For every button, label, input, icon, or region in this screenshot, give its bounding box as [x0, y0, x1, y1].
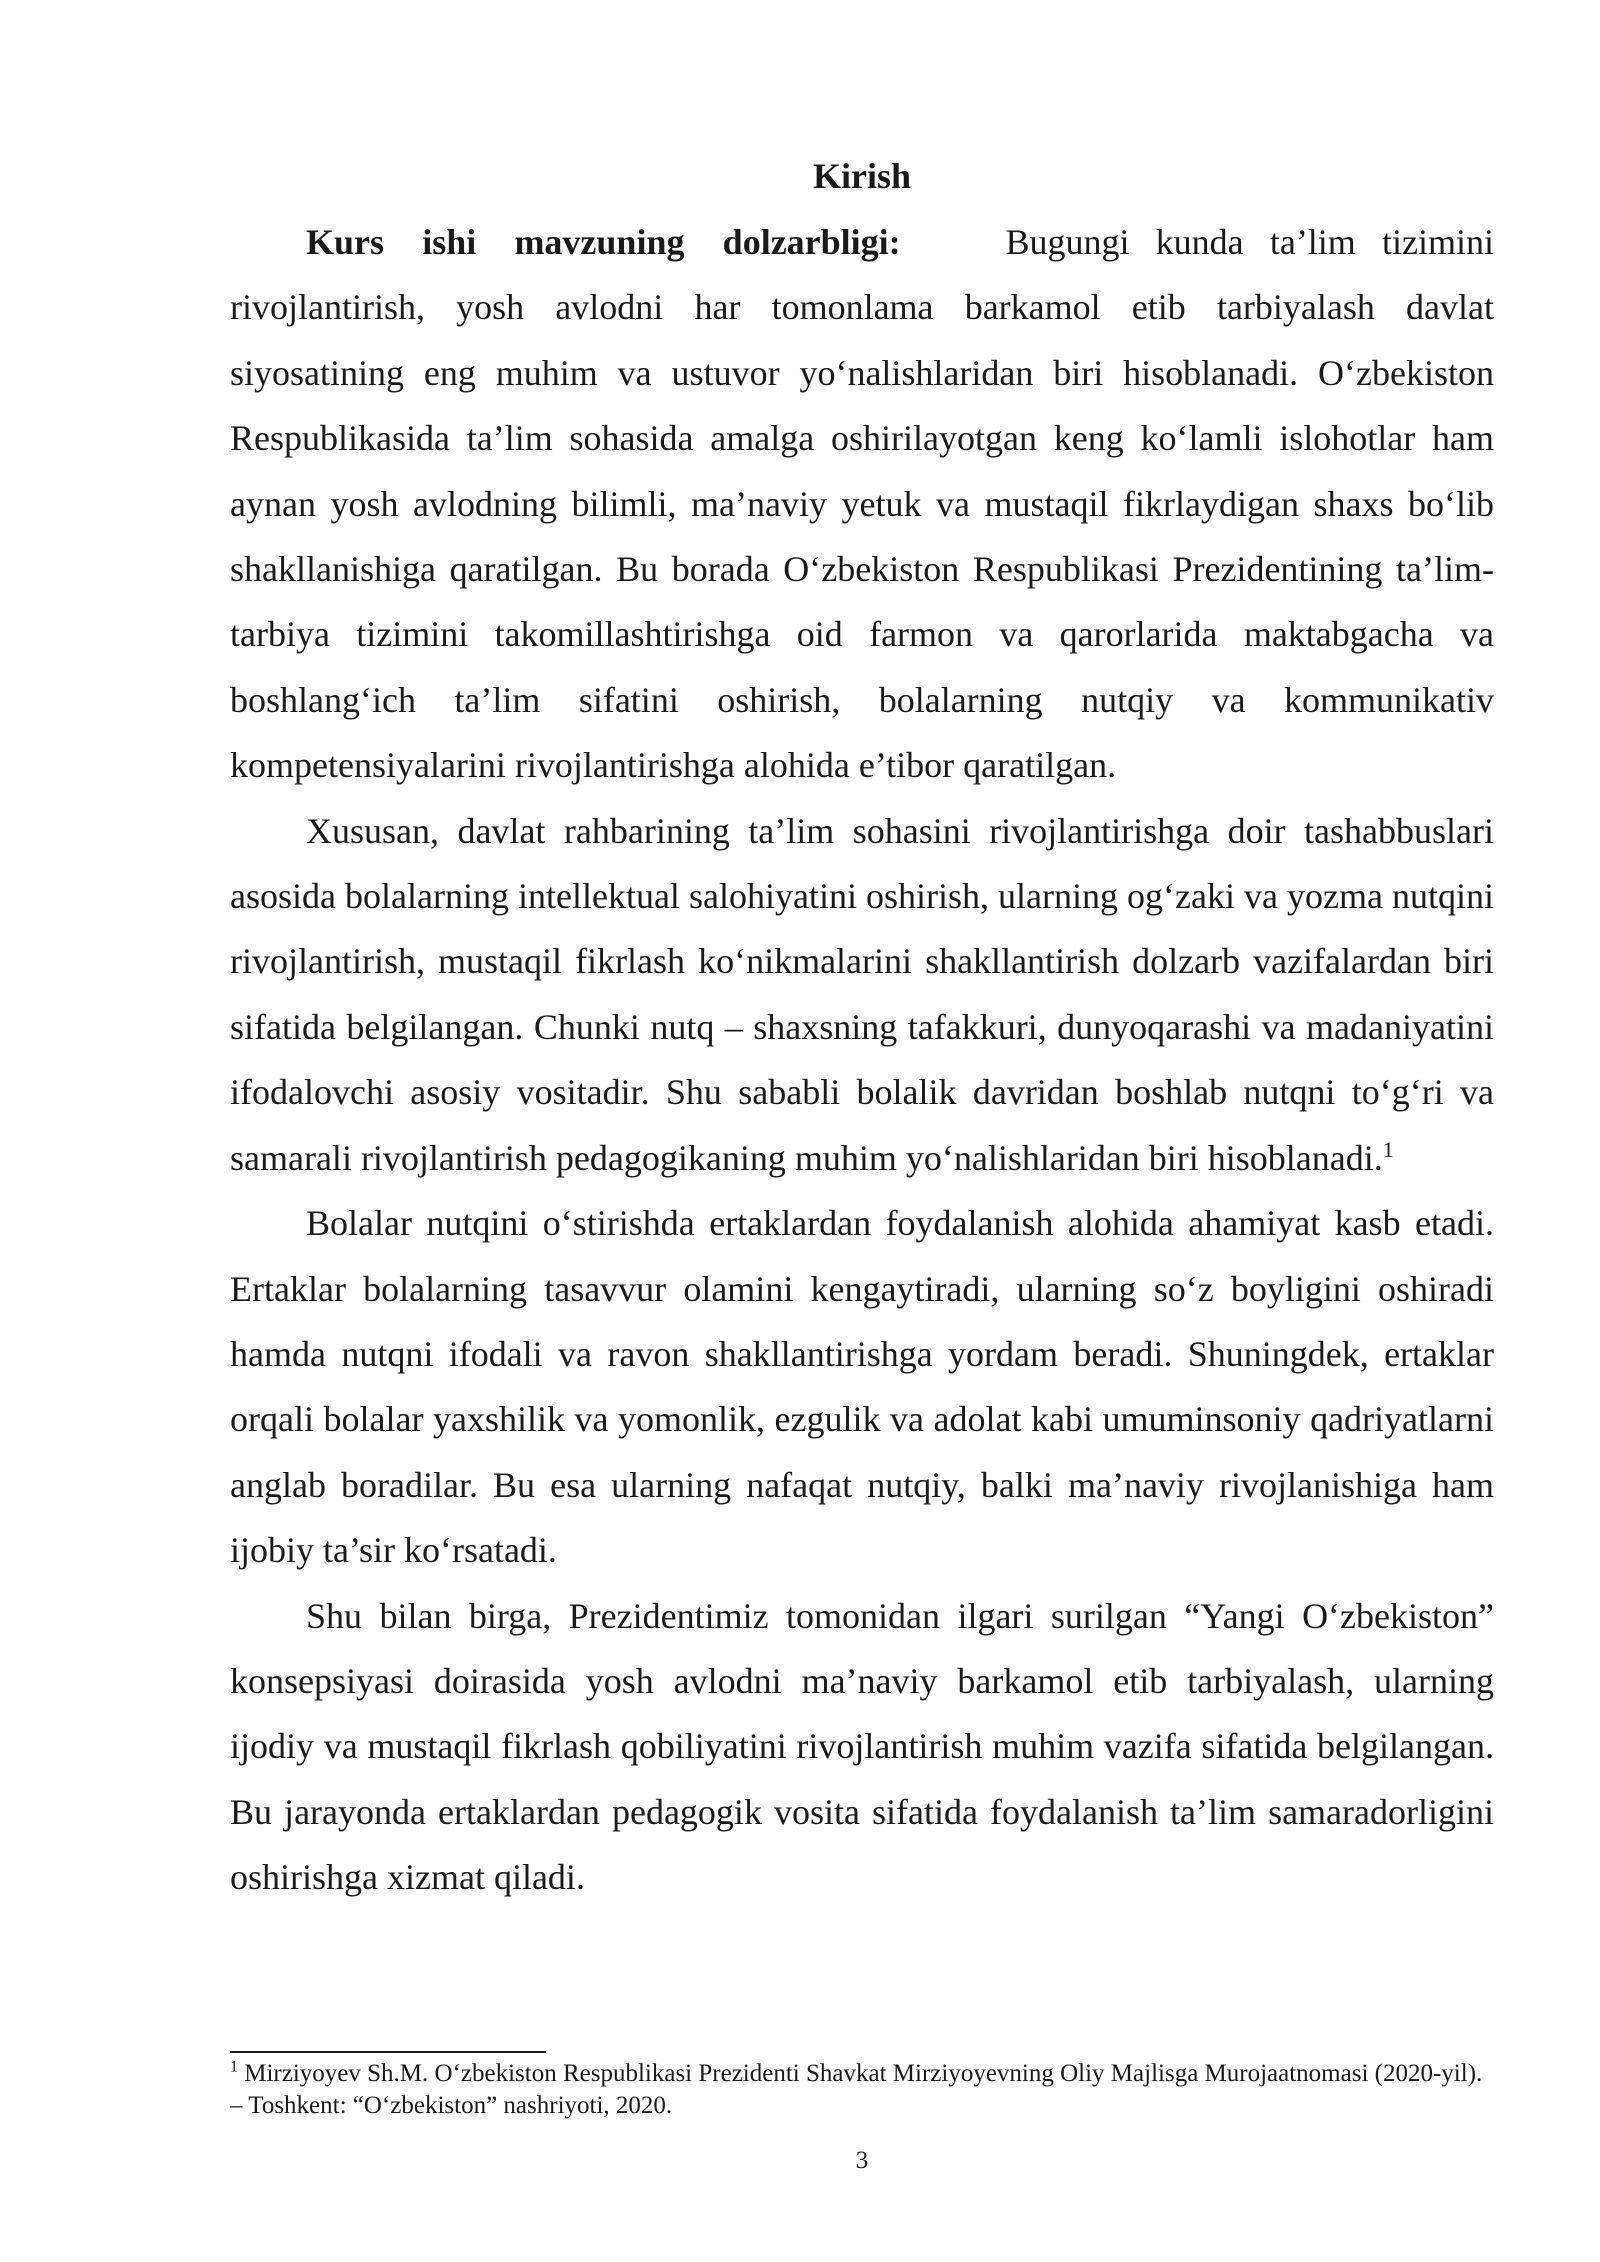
paragraph-4 — [230, 1584, 1494, 1911]
paragraph-1 — [230, 210, 1494, 799]
page-number: 3 — [855, 2147, 869, 2174]
page-title: Kirish — [812, 156, 911, 196]
footnote — [230, 2058, 1494, 2122]
paragraph-1-text: Bugungi kunda ta’lim tizimini rivojlantirish, yosh avlodni har tomonlama barkamol etib tarbiyalash davlat siyosatining eng muhim va ustuvor yo‘nalishlaridan biri hisoblanadi. O‘zbekiston Respublikasida ta’lim sohasida amalga oshirilayotgan keng ko‘lamli islohotlar ham aynan yosh avlodning bilimli, ma’naviy yetuk va mustaqil fikrlaydigan shaxs bo‘lib shakllanishiga qaratilgan. Bu borada O‘zbekiston Respublikasi Prezidentining ta’lim-tarbiya tizimini takomillashtirishga oid farmon va qarorlarida maktabgacha va boshlang‘ich ta’lim sifatini oshirish, bolalarning nutqiy va kommunikativ kompetensiyalarini rivojlantirishga alohida e’tibor qaratilgan. — [230, 222, 1494, 786]
paragraph-2 — [230, 799, 1494, 1191]
main-text — [230, 210, 1494, 1911]
lead-label: Kurs ishi mavzuning dolzarbligi: — [306, 222, 901, 262]
paragraph-4-text: Shu bilan birga, Prezidentimiz tomonidan ilgari surilgan “Yangi O‘zbekiston” konsepsiyasi doirasida yosh avlodni ma’naviy barkamol etib tarbiyalash, ularning ijodiy va mustaqil fikrlash qobiliyatini rivojlantirish muhim vazifa sifatida belgilangan. Bu jarayonda ertaklardan pedagogik vosita sifatida foydalanish ta’lim samaradorligini oshirishga xizmat qiladi. — [230, 1595, 1494, 1898]
footnote-mark: 1 — [230, 2058, 238, 2076]
paragraph-3 — [230, 1191, 1494, 1583]
paragraph-2-text: Xususan, davlat rahbarining ta’lim sohasini rivojlantirishga doir tashabbuslari asosida bolalarning intellektual salohiyatini oshirish, ularning og‘zaki va yozma nutqini rivojlantirish, mustaqil fikrlash ko‘nikmalarini shakllantirish dolzarb vazifalardan biri sifatida belgilangan. Chunki nutq – shaxsning tafakkuri, dunyoqarashi va madaniyatini ifodalovchi asosiy vositadir. Shu sababli bolalik davridan boshlab nutqni to‘g‘ri va samarali rivojlantirish pedagogikaning muhim yo‘nalishlaridan biri hisoblanadi. — [230, 810, 1494, 1178]
footnote-ref: 1 — [1382, 1136, 1394, 1162]
footnote-text: Mirziyoyev Sh.M. O‘zbekiston Respublikasi Prezidenti Shavkat Mirziyoyevning Oliy Majlisga Murojaatnomasi (2020-yil). – Toshkent: “O‘zbekiston” nashriyoti, 2020. — [230, 2060, 1483, 2119]
footnote-separator — [230, 2051, 546, 2053]
paragraph-3-text: Bolalar nutqini o‘stirishda ertaklardan foydalanish alohida ahamiyat kasb etadi. Ertaklar bolalarning tasavvur olamini kengaytiradi, ularning so‘z boyligini oshiradi hamda nutqni ifodali va ravon shakllantirishga yordam beradi. Shuningdek, ertaklar orqali bolalar yaxshilik va yomonlik, ezgulik va adolat kabi umuminsoniy qadriyatlarni anglab boradilar. Bu esa ularning nafaqat nutqiy, balki ma’naviy rivojlanishiga ham ijobiy ta’sir ko‘rsatadi. — [230, 1203, 1494, 1571]
